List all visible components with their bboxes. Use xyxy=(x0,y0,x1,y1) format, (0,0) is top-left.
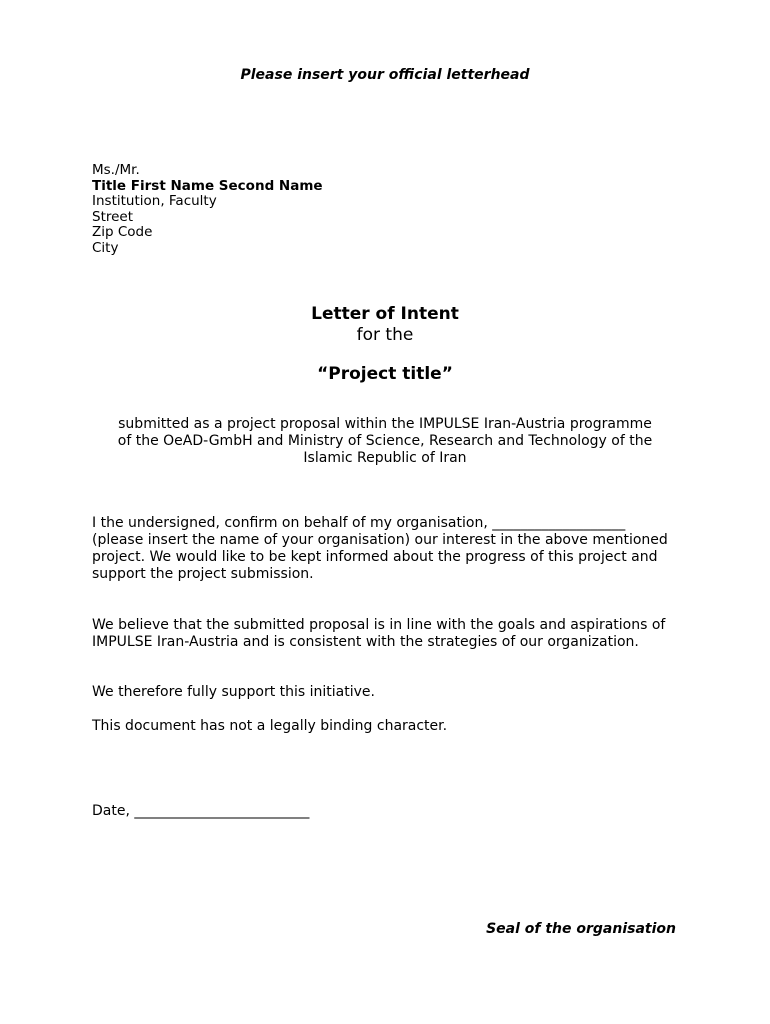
address-zip: Zip Code xyxy=(92,224,153,241)
project-title: “Project title” xyxy=(317,364,453,384)
document-title: Letter of Intent xyxy=(311,304,459,324)
document-subtitle: for the xyxy=(356,325,414,345)
address-name: Title First Name Second Name xyxy=(92,177,323,194)
legal-disclaimer: This document has not a legally binding character. xyxy=(92,718,448,734)
submission-line-2: of the OeAD-GmbH and Ministry of Science, Research and Technology of the Islamic Republic of Iran xyxy=(117,433,653,466)
address-salutation: Ms./Mr. xyxy=(92,162,140,178)
address-institution: Institution, Faculty xyxy=(92,193,217,210)
letterhead-note: Please insert your official letterhead xyxy=(240,67,530,83)
recipient-address xyxy=(92,163,323,257)
submission-statement xyxy=(92,416,678,467)
title-block xyxy=(0,304,770,346)
support-paragraph: We therefore fully support this initiative. xyxy=(92,684,375,700)
confirmation-paragraph: I the undersigned, confirm on behalf of my organisation, ___________________ (please insert the name of your organisation) our interest in the above mentioned project. We would like to be kept informed about the progress of this project and support the project submission. xyxy=(92,515,668,582)
seal-label: Seal of the organisation xyxy=(486,921,676,937)
address-city: City xyxy=(92,239,119,256)
alignment-paragraph: We believe that the submitted proposal is in line with the goals and aspirations of IMPULSE Iran-Austria and is consistent with the strategies of our organization. xyxy=(92,617,666,650)
submission-line-1: submitted as a project proposal within the IMPULSE Iran-Austria programme xyxy=(118,416,652,432)
date-line: Date, _________________________ xyxy=(92,803,310,819)
address-street: Street xyxy=(92,208,134,225)
